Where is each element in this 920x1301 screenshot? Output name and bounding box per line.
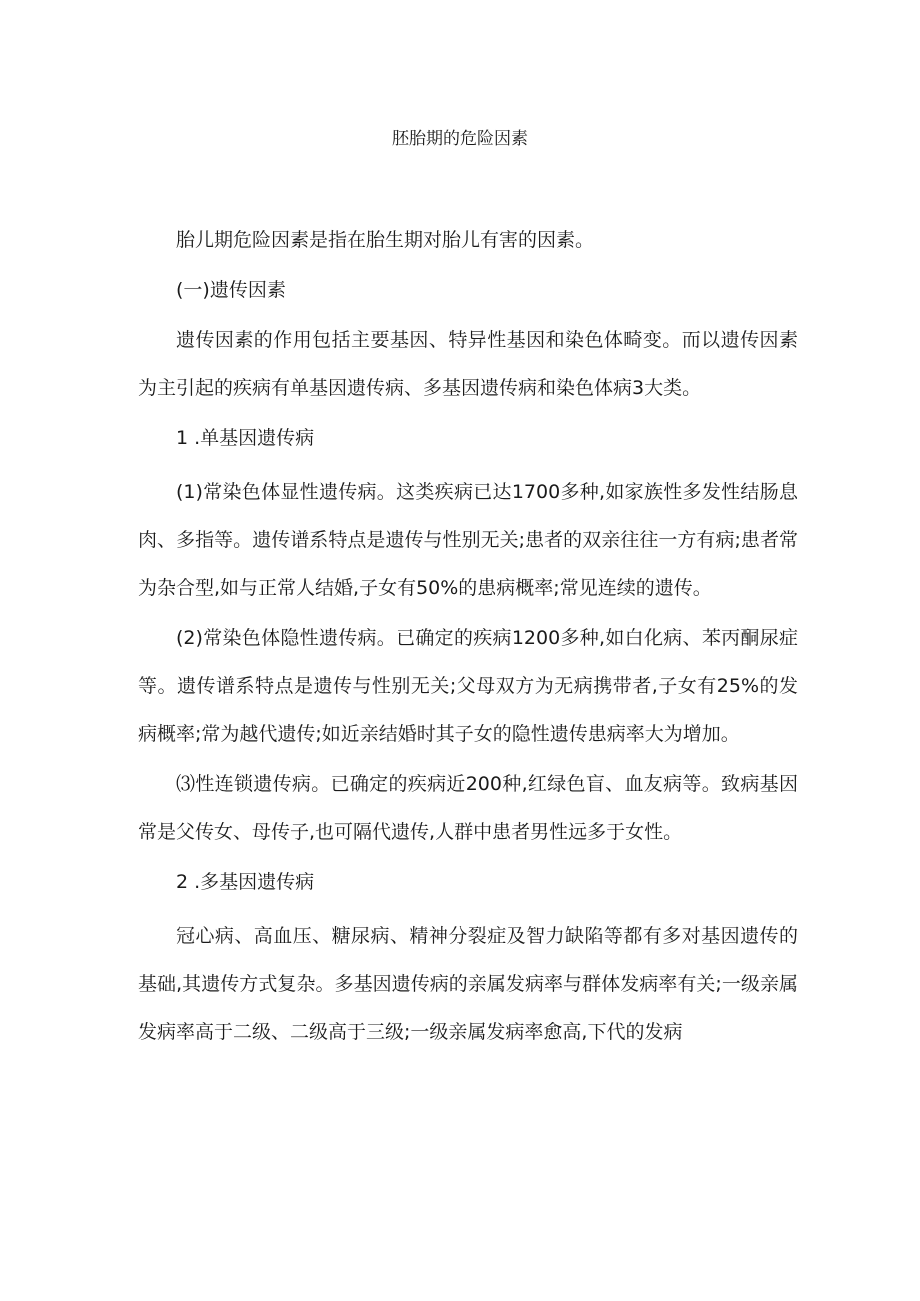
paragraph-intro: 胎儿期危险因素是指在胎生期对胎儿有害的因素。 xyxy=(176,229,595,251)
paragraph-genetic-factors: 遗传因素的作用包括主要基因、特异性基因和染色体畸变。而以遗传因素为主引起的疾病有单基因遗传病、多基因遗传病和染色体病3大类。 xyxy=(138,329,798,399)
paragraph-sex-linked: ⑶性连锁遗传病。已确定的疾病近200种,红绿色盲、血友病等。致病基因常是父传女、母传子,也可隔代遗传,人群中患者男性远多于女性。 xyxy=(138,773,798,843)
paragraph-autosomal-dominant: (1)常染色体显性遗传病。这类疾病已达1700多种,如家族性多发性结肠息肉、多指等。遗传谱系特点是遗传与性别无关;患者的双亲往往一方有病;患者常为杂合型,如与正常人结婚,子女有50%的患病概率;常见连续的遗传。 xyxy=(138,481,798,599)
subsection-heading-single-gene: 1 .单基因遗传病 xyxy=(176,427,315,449)
subsection-heading-multi-gene: 2 .多基因遗传病 xyxy=(176,871,315,893)
paragraph-autosomal-recessive: (2)常染色体隐性遗传病。已确定的疾病1200多种,如白化病、苯丙酮尿症等。遗传谱系特点是遗传与性别无关;父母双方为无病携带者,子女有25%的发病概率;常为越代遗传;如近亲结婚时其子女的隐性遗传患病率大为增加。 xyxy=(138,627,798,745)
section-heading-genetic-factors: (一)遗传因素 xyxy=(176,279,286,301)
page-title: 胚胎期的危险因素 xyxy=(392,129,528,149)
paragraph-multi-gene: 冠心病、高血压、糖尿病、精神分裂症及智力缺陷等都有多对基因遗传的基础,其遗传方式复杂。多基因遗传病的亲属发病率与群体发病率有关;一级亲属发病率高于二级、二级高于三级;一级亲属发病率愈高,下代的发病 xyxy=(138,925,798,1043)
document-body xyxy=(138,216,798,1056)
